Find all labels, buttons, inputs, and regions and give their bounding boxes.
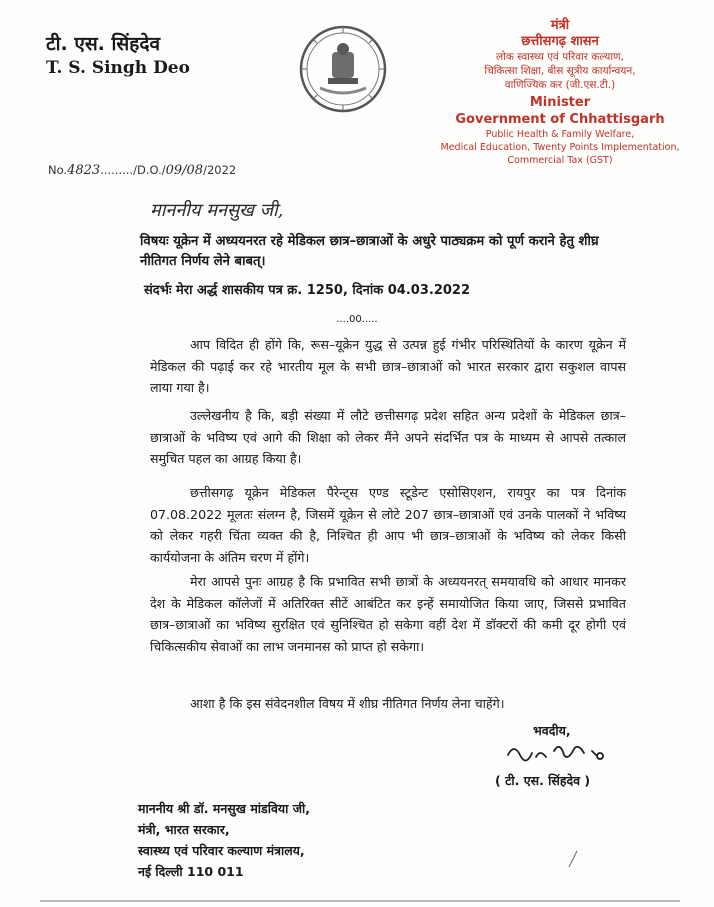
dept-english-line: Medical Education, Twenty Points Implementation, bbox=[440, 142, 680, 153]
letter-reference-number bbox=[48, 163, 236, 178]
addressee-line: स्वास्थ्य एवं परिवार कल्याण मंत्रालय, bbox=[138, 843, 305, 858]
dept-hindi-line: लोक स्वास्थ्य एवं परिवार कल्याण, bbox=[496, 51, 624, 63]
salutation-handwritten: माननीय मनसुख जी, bbox=[150, 200, 284, 221]
ref-number: 4823 bbox=[67, 163, 101, 178]
addressee-line: नई दिल्ली 110 011 bbox=[138, 864, 244, 879]
addressee-block bbox=[138, 798, 310, 882]
sender-name-english: T. S. Singh Deo bbox=[46, 58, 190, 78]
ref-prefix: No. bbox=[48, 163, 68, 177]
title-english: Minister bbox=[529, 95, 591, 110]
body-paragraph: आशा है कि इस संवेदनशील विषय में शीघ्र नीतिगत निर्णय लेना चाहेंगे। bbox=[190, 696, 505, 711]
signatory-name: ( टी. एस. सिंहदेव ) bbox=[495, 773, 591, 788]
addressee-line: माननीय श्री डॉ. मनसुख मांडविया जी, bbox=[138, 801, 311, 816]
dept-hindi-line: वाणिज्यिक कर (जी.एस.टी.) bbox=[504, 79, 616, 91]
letter-subject: विषयः यूक्रेन में अध्ययनरत रहे मेडिकल छात्र–छात्राओं के अधुरे पाठ्यक्रम को पूर्ण कराने हेतु शीघ्र नीतिगत निर्णय लेने बाबत्। bbox=[140, 234, 599, 269]
ref-mid: /D.O./ bbox=[133, 163, 166, 177]
footer-divider bbox=[40, 900, 680, 902]
dept-english-line: Commercial Tax (GST) bbox=[507, 155, 613, 166]
title-hindi: मंत्री bbox=[550, 18, 570, 33]
body-paragraph: उल्लेखनीय है कि, बड़ी संख्या में लौटे छत्तीसगढ़ प्रदेश सहित अन्य प्रदेशों के मेडिकल छात्र–छात्राओं के भविष्य एवं आगे की शिक्षा को लेकर मैंने अपने संदर्भित पत्र के माध्यम से आपसे तत्काल समुचित पहल का आग्रह किया है। bbox=[150, 408, 626, 466]
body-paragraph: आप विदित ही होंगे कि, रूस–यूक्रेन युद्ध से उत्पन्न हुई गंभीर परिस्थितियों के कारण यूक्रेन में मेडिकल की पढ़ाई कर रहे भारतीय मूल के सभी छात्र–छात्राओं को भारत सरकार द्वारा सकुशल वापस लाया गया है। bbox=[150, 337, 626, 395]
dept-hindi-line: चिकित्सा शिक्षा, बीस सूत्रीय कार्यान्वयन, bbox=[484, 65, 636, 77]
govt-hindi: छत्तीसगढ़ शासन bbox=[521, 34, 599, 49]
sender-name-hindi: टी. एस. सिंहदेव bbox=[46, 33, 161, 55]
ref-suffix: /2022 bbox=[203, 163, 237, 177]
body-paragraph: मेरा आपसे पुनः आग्रह है कि प्रभावित सभी छात्रों के अध्ययनरत् समयावधि को आधार मानकर देश के मेडिकल कॉलेजों में अतिरिक्त सीटें आबंटित कर इन्हें समायोजित किया जाए, जिससे प्रभावित छात्र–छात्राओं का भविष्य सुरक्षित एवं सुनिश्चित हो सकेगा वहीं देश में डॉक्टरों की कमी दूर होगी एवं चिकित्सकीय सेवाओं का लाभ जनमानस को प्राप्त हो सकेगा। bbox=[150, 574, 626, 654]
letterhead-ministry-block bbox=[420, 18, 700, 167]
ref-date: 09/08 bbox=[165, 163, 204, 178]
addressee-line: मंत्री, भारत सरकार, bbox=[138, 822, 230, 837]
state-emblem-icon bbox=[298, 24, 388, 114]
ref-dots: ......... bbox=[100, 163, 134, 177]
body-paragraph: छत्तीसगढ़ यूक्रेन मेडिकल पैरेन्ट्स एण्ड स्टूडेन्ट एसोसिएशन, रायपुर का पत्र दिनांक 07.08.2022 मूलतः संलग्न है, जिसमें यूक्रेन से लोटे 207 छात्र–छात्राओं एवं उनके पालकों ने भविष्य को लेकर गहरी चिंता व्यक्त की है, निश्चित ही आप भी छात्र–छात्राओं के भविष्य को लेकर किसी कार्ययोजना के अंतिम चरण में होंगे। bbox=[150, 485, 626, 565]
closing-text: भवदीय, bbox=[533, 723, 571, 738]
letter-reference: संदर्भः मेरा अर्द्ध शासकीय पत्र क्र. 1250, दिनांक 04.03.2022 bbox=[144, 283, 471, 298]
pen-mark-icon bbox=[567, 850, 579, 868]
separator: ....00..... bbox=[336, 314, 378, 325]
govt-english: Government of Chhattisgarh bbox=[455, 112, 665, 127]
handwritten-signature bbox=[500, 737, 620, 767]
dept-english-line: Public Health & Family Welfare, bbox=[485, 129, 635, 140]
